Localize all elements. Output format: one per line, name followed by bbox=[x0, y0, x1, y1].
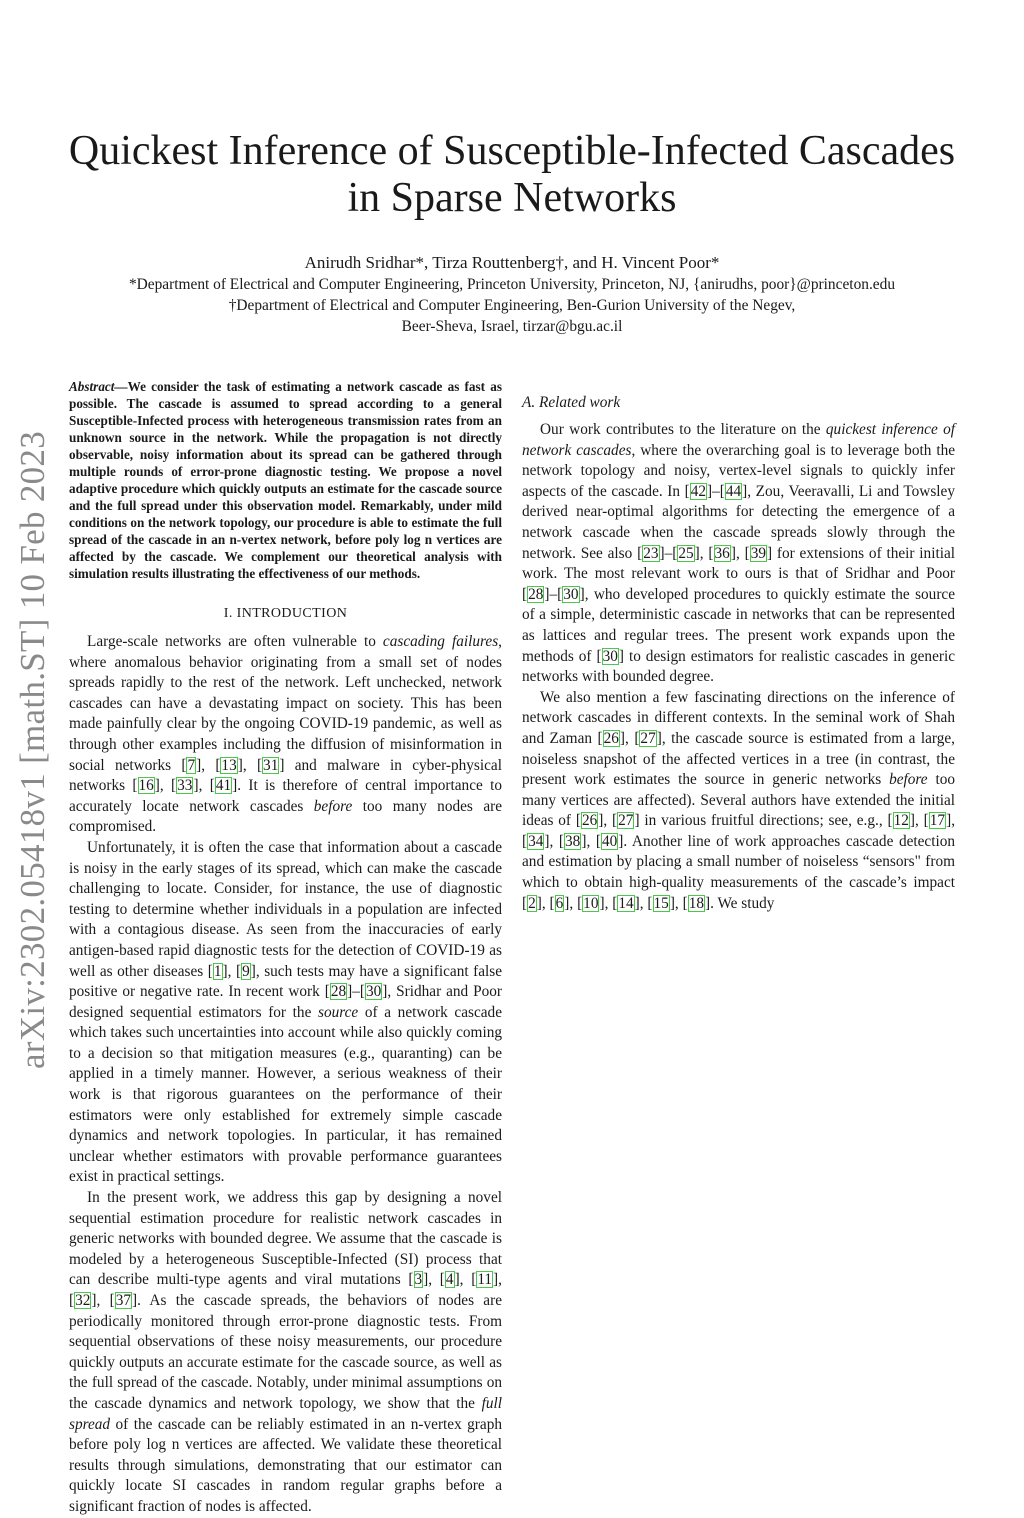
citation bbox=[708, 545, 736, 562]
bracket-text: ] bbox=[423, 1271, 429, 1289]
bracket-text: [ bbox=[359, 983, 365, 1001]
citation bbox=[215, 757, 243, 774]
paragraph-text: . As the cascade spreads, the behaviors of nodes are periodically monitored through error-prone diagnostic tests. From sequential observations of these noisy measurements, our procedure quickly outputs an accurate estimate for the cascade source, as well as the full spread of the cascade. Notably, under minimal assumptions on the cascade dynamics and network topology, we show that the bbox=[69, 1292, 502, 1412]
citation-separator: , bbox=[541, 894, 550, 912]
citation-link[interactable]: 39 bbox=[750, 544, 766, 562]
paragraph-text: , such tests may have a significant false positive or negative rate. In recent work bbox=[69, 962, 503, 1001]
arxiv-identifier-stamp bbox=[8, 420, 58, 1080]
citation-separator: , bbox=[603, 812, 613, 830]
citation bbox=[559, 833, 587, 850]
citation-link[interactable]: 1 bbox=[213, 962, 222, 980]
citation-link[interactable]: 28 bbox=[528, 585, 544, 603]
citation-separator: – bbox=[712, 482, 720, 500]
affiliation-bgu-address: Beer-Sheva, Israel, tirzar@bgu.ac.il bbox=[401, 318, 623, 335]
citation-link[interactable]: 26 bbox=[603, 729, 619, 747]
bracket-text: ] bbox=[132, 1292, 138, 1309]
emphasis-text: full spread bbox=[69, 1394, 502, 1433]
bracket-text: [ bbox=[558, 832, 565, 850]
citation-link[interactable]: 4 bbox=[445, 1271, 454, 1289]
citation-link[interactable]: 14 bbox=[618, 894, 634, 912]
bracket-text: [ bbox=[744, 544, 750, 562]
right-column bbox=[522, 378, 955, 914]
bracket-text: [ bbox=[209, 777, 215, 795]
citation bbox=[360, 983, 388, 1000]
bracket-text: [ bbox=[923, 812, 929, 830]
emphasis-text: source bbox=[318, 1003, 359, 1021]
citation bbox=[522, 895, 542, 912]
bracket-text: [ bbox=[549, 894, 555, 912]
citation bbox=[577, 895, 605, 912]
bracket-text: ] bbox=[618, 832, 624, 850]
citation-link[interactable]: 30 bbox=[563, 585, 579, 603]
citation-link[interactable]: 28 bbox=[330, 983, 347, 1001]
bracket-text: [ bbox=[439, 1271, 445, 1289]
bracket-text: ] bbox=[250, 962, 256, 980]
bracket-text: ] bbox=[232, 777, 238, 795]
citation-separator: , bbox=[201, 756, 216, 774]
paragraph-text: . Another line of work approaches cascade detection and estimation by placing a small number of noiseless “sensors" from which to obtain high-quality measurements of the cascade’s impact bbox=[522, 832, 956, 892]
author-list: Anirudh Sridhar*, Tirza Routtenberg†, and H. Vincent Poor* bbox=[304, 253, 720, 272]
citation bbox=[171, 777, 199, 794]
paragraph-text: too many vertices are affected). Several authors have extended the initial ideas of bbox=[522, 771, 955, 830]
paragraph-text: , Sridhar and Poor designed sequential estimators for the bbox=[69, 983, 502, 1021]
bracket-text: ] bbox=[196, 756, 202, 774]
bracket-text: ] bbox=[599, 894, 605, 912]
paragraph-text: in various fruitful directions; see, e.g., bbox=[639, 812, 888, 830]
affiliation-bgu: †Department of Electrical and Computer Engineering, Ben-Gurion University of the Negev, bbox=[228, 297, 796, 314]
bracket-text: [ bbox=[132, 777, 138, 795]
bracket-text: ] bbox=[581, 832, 587, 850]
abstract bbox=[69, 378, 502, 582]
bracket-text: ] bbox=[454, 1271, 460, 1289]
citation bbox=[672, 545, 700, 562]
bracket-text: [ bbox=[719, 482, 725, 500]
citation-link[interactable]: 31 bbox=[263, 756, 279, 774]
paragraph-text: We also mention a few fascinating directions on the inference of network cascades in different contexts. In the seminal work of Shah and Zaman bbox=[522, 688, 955, 747]
citation-link[interactable]: 36 bbox=[714, 544, 730, 562]
citation bbox=[685, 483, 713, 500]
paragraph-text: Our work contributes to the literature on the bbox=[540, 421, 826, 438]
title-line: in Sparse Networks bbox=[347, 175, 677, 221]
citation-link[interactable]: 42 bbox=[690, 482, 706, 500]
citation-separator: , bbox=[735, 544, 745, 562]
citation-link[interactable]: 2 bbox=[528, 894, 536, 912]
bracket-text: [ bbox=[471, 1271, 477, 1289]
citation-separator: , bbox=[549, 832, 559, 850]
bracket-text: [ bbox=[109, 1292, 115, 1309]
bracket-text: [ bbox=[634, 729, 640, 747]
citation bbox=[647, 895, 675, 912]
bracket-text: [ bbox=[522, 832, 528, 850]
citation bbox=[683, 895, 711, 912]
citation-separator: , bbox=[915, 812, 924, 830]
citation bbox=[325, 983, 353, 1000]
paragraph-text: Unfortunately, it is often the case that information about a cascade is noisy in the early stages of its spread, which can make the cascade challenging to locate. Consider, for instance, the use of diagnostic testing to determine whether individuals in a population are infected with a contagious disease. As seen from the inaccuracies of early antigen-based rapid diagnostic tests for the detection of COVID-19 as well as other diseases bbox=[69, 838, 502, 980]
paragraph-text: . It is therefore of central importance to accurately locate network cascades bbox=[69, 777, 502, 815]
bracket-text: [ bbox=[522, 894, 528, 912]
bracket-text: [ bbox=[408, 1271, 414, 1289]
bracket-text: [ bbox=[69, 1292, 75, 1309]
citation bbox=[522, 586, 550, 603]
citation-separator: , bbox=[227, 962, 236, 980]
citation-link[interactable]: 33 bbox=[177, 777, 193, 795]
citation bbox=[522, 833, 550, 850]
citation-link[interactable]: 30 bbox=[602, 647, 618, 665]
bracket-text: ] bbox=[619, 729, 626, 747]
citation-link[interactable]: 10 bbox=[583, 894, 599, 912]
bracket-text: ] bbox=[618, 647, 624, 665]
citation-link[interactable]: 27 bbox=[640, 729, 656, 747]
bracket-text: [ bbox=[235, 962, 242, 980]
citation bbox=[236, 963, 256, 980]
emphasis-text: cascading failures bbox=[382, 633, 499, 650]
bracket-text: ] bbox=[766, 544, 773, 562]
citation-separator: , bbox=[428, 1271, 440, 1289]
citation-link[interactable]: 32 bbox=[75, 1292, 91, 1309]
paragraph-text: , Zou, Veeravalli, Li and Towsley derived near-optimal algorithms for detecting the emergence of a network cascade when the cascade spreads slowly through the network. See also bbox=[522, 482, 955, 562]
bracket-text: [ bbox=[708, 544, 714, 562]
bracket-text: [ bbox=[595, 832, 601, 850]
citation bbox=[557, 586, 585, 603]
paragraph-text: to design estimators for realistic cascades in generic networks with bounded degree. bbox=[522, 647, 955, 686]
abstract-lead: Abstract— bbox=[69, 379, 128, 394]
citation-separator: , bbox=[498, 1271, 502, 1289]
bracket-text: ] bbox=[694, 544, 700, 562]
abstract-text: We consider the task of estimating a network cascade as fast as possible. The cascade is assumed to spread according to a general Susceptible-Infected process with heterogeneous transmission rates from an unknown source in the network. While the propagation is not directly observable, noisy information about its spread can be gathered through multiple rounds of error-prone diagnostic testing. We propose a novel adaptive procedure which quickly outputs an estimate for the cascade source and the full spread under this observation model. Remarkably, under mild conditions on the network topology, our procedure is able to estimate the full spread of the cascade in an n-vertex network, before poly log n vertices are affected by the cascade. We complement our theoretical analysis with simulation results illustrating the effectiveness of our methods. bbox=[69, 379, 502, 581]
citation bbox=[887, 812, 915, 829]
emphasis-text: before bbox=[889, 771, 928, 789]
citation-link[interactable]: 12 bbox=[893, 812, 909, 830]
bracket-text: [ bbox=[612, 812, 618, 830]
related-work-paragraph-2 bbox=[522, 688, 955, 915]
paragraph-text: of the cascade can be reliably estimated in an n-vertex graph before poly log n vertices are affected. We validate these theoretical results through simulations, demonstrating that our estimator can quickly locate SI cascades in random regular graphs before a significant fraction of nodes is affected. bbox=[69, 1415, 502, 1515]
bracket-text: ] bbox=[279, 756, 285, 774]
bracket-text: [ bbox=[324, 983, 330, 1001]
bracket-text: ] bbox=[154, 777, 160, 795]
citation-link[interactable]: 38 bbox=[565, 832, 581, 850]
bracket-text: [ bbox=[647, 894, 653, 912]
bracket-text: ] bbox=[598, 812, 604, 830]
paragraph-text: , where anomalous behavior originating from a small set of nodes spreads rapidly to the rest of the network. Left unchecked, network cascades can have a devastating impact on society. This has been made painfully clear by the ongoing COVID-19 pandemic, as well as through other examples including the diffusion of misinformation in social networks bbox=[69, 633, 502, 774]
citation-separator: , bbox=[242, 756, 257, 774]
paragraph-text: , the cascade source is estimated from a large, noiseless snapshot of the affected vertices in a tree (in contrast, the present work estimates the source in generic networks bbox=[522, 729, 955, 789]
bracket-text: ] bbox=[579, 585, 585, 603]
citation-separator: , bbox=[586, 832, 596, 850]
bracket-text: ] bbox=[946, 812, 952, 830]
citation-separator: , bbox=[951, 812, 956, 830]
paragraph-text: Large-scale networks are often vulnerable to bbox=[87, 633, 383, 650]
citation bbox=[612, 812, 640, 829]
bracket-text: [ bbox=[557, 585, 563, 603]
intro-paragraph-1 bbox=[69, 632, 502, 838]
bracket-text: ] bbox=[707, 482, 713, 500]
emphasis-text: before bbox=[313, 797, 353, 815]
citation-link[interactable]: 23 bbox=[643, 544, 659, 562]
citation-separator: – bbox=[352, 983, 360, 1001]
citation bbox=[924, 812, 952, 829]
citation-link[interactable]: 40 bbox=[601, 832, 618, 850]
bracket-text: ] bbox=[659, 544, 665, 562]
intro-paragraph-3 bbox=[69, 1188, 502, 1518]
citation bbox=[471, 1271, 498, 1288]
citation-link[interactable]: 26 bbox=[581, 812, 598, 830]
paper-title bbox=[60, 128, 964, 222]
intro-paragraph-2 bbox=[69, 838, 502, 1188]
citation bbox=[69, 1292, 97, 1309]
bracket-text: [ bbox=[612, 894, 618, 912]
bracket-text: ] bbox=[544, 585, 550, 603]
citation bbox=[408, 1271, 428, 1288]
citation-separator: , bbox=[159, 777, 172, 795]
emphasis-text: quickest inference of network cascades bbox=[522, 421, 955, 459]
bracket-text: [ bbox=[597, 729, 603, 747]
bracket-text: [ bbox=[684, 482, 690, 500]
citation-link[interactable]: 16 bbox=[138, 777, 154, 795]
citation-separator: – bbox=[664, 544, 673, 562]
bracket-text: ] bbox=[704, 894, 711, 912]
citation-link[interactable]: 17 bbox=[929, 812, 946, 830]
citation-separator: , bbox=[459, 1271, 472, 1289]
paragraph-text: . We study bbox=[710, 894, 775, 912]
citation-link[interactable]: 30 bbox=[365, 983, 382, 1001]
citation-link[interactable]: 15 bbox=[653, 894, 669, 912]
paragraph-text: too many nodes are compromised. bbox=[69, 797, 502, 836]
paragraph-text: , who developed procedures to quickly estimate the source of a simple, deterministic cascade in networks that can be represented as lattices and regular trees. The present work expands upon the methods of bbox=[522, 585, 955, 665]
citation bbox=[132, 777, 160, 794]
bracket-text: ] bbox=[634, 894, 640, 912]
bracket-text: ] bbox=[536, 894, 542, 912]
section-heading-introduction: I. INTRODUCTION bbox=[223, 606, 348, 621]
citation-link[interactable]: 37 bbox=[115, 1292, 132, 1309]
paragraph-text: , where the overarching goal is to leverage both the network topology and noisy, vertex-level signals to quickly infer aspects of the cascade. In bbox=[522, 441, 956, 500]
bracket-text: [ bbox=[207, 962, 213, 980]
citation bbox=[550, 895, 570, 912]
citation bbox=[257, 757, 285, 774]
paragraph-text: In the present work, we address this gap by designing a novel sequential estimation procedure for realistic network cascades in generic networks with bounded degree. We assume that the cascade is modeled by a heterogeneous Susceptible-Infected (SI) process that can describe multi-type agents and viral mutations bbox=[69, 1189, 502, 1289]
bracket-text: ] bbox=[382, 983, 388, 1001]
citation-separator: , bbox=[625, 729, 635, 747]
citation bbox=[745, 545, 773, 562]
left-column bbox=[69, 378, 502, 1518]
bracket-text: [ bbox=[171, 777, 177, 795]
paragraph-text: and malware in cyber-physical networks bbox=[69, 756, 502, 795]
bracket-text: [ bbox=[672, 544, 678, 562]
citation-separator: – bbox=[549, 585, 558, 603]
citation-link[interactable]: 9 bbox=[242, 962, 250, 980]
citation-link[interactable]: 34 bbox=[528, 832, 544, 850]
citation-link[interactable]: 7 bbox=[187, 756, 196, 774]
citation bbox=[110, 1292, 138, 1309]
citation bbox=[720, 483, 748, 500]
bracket-text: ] bbox=[91, 1292, 97, 1309]
citation-link[interactable]: 41 bbox=[215, 777, 232, 795]
citation-link[interactable]: 13 bbox=[221, 756, 237, 774]
bracket-text: [ bbox=[577, 894, 583, 912]
bracket-text: [ bbox=[682, 894, 688, 912]
bracket-text: ] bbox=[347, 983, 353, 1001]
citation bbox=[596, 648, 624, 665]
citation-separator: , bbox=[699, 544, 709, 562]
bracket-text: ] bbox=[730, 544, 736, 562]
citation-link[interactable]: 18 bbox=[688, 894, 704, 912]
bracket-text: [ bbox=[522, 585, 528, 603]
bracket-text: [ bbox=[596, 647, 602, 665]
bracket-text: [ bbox=[181, 756, 187, 774]
bracket-text: [ bbox=[215, 756, 221, 774]
citation bbox=[440, 1271, 460, 1288]
citation bbox=[598, 730, 626, 747]
citation-link[interactable]: 25 bbox=[678, 544, 694, 562]
citation-link[interactable]: 44 bbox=[725, 482, 742, 500]
citation bbox=[612, 895, 640, 912]
bracket-text: ] bbox=[564, 894, 570, 912]
bracket-text: ] bbox=[193, 777, 199, 795]
citation bbox=[596, 833, 624, 850]
citation bbox=[210, 777, 238, 794]
title-line: Quickest Inference of Susceptible-Infected Cascades bbox=[68, 128, 956, 174]
citation-separator: , bbox=[198, 777, 210, 795]
bracket-text: [ bbox=[256, 756, 263, 774]
bracket-text: ] bbox=[544, 832, 550, 850]
arxiv-identifier-text: arXiv:2302.05418v1 [math.ST] 10 Feb 2023 bbox=[13, 430, 52, 1070]
citation-separator: , bbox=[569, 894, 578, 912]
bracket-text: ] bbox=[669, 894, 675, 912]
citation bbox=[637, 545, 665, 562]
citation-link[interactable]: 6 bbox=[555, 894, 564, 912]
bracket-text: [ bbox=[575, 812, 581, 830]
bracket-text: ] bbox=[742, 482, 748, 500]
citation-separator: , bbox=[96, 1292, 110, 1309]
bracket-text: ] bbox=[493, 1271, 499, 1289]
bracket-text: ] bbox=[909, 812, 915, 830]
bracket-text: [ bbox=[887, 812, 893, 830]
citation bbox=[208, 963, 228, 980]
citation bbox=[634, 730, 662, 747]
citation-separator: , bbox=[674, 894, 683, 912]
bracket-text: ] bbox=[634, 812, 640, 830]
subsection-heading-related-work: A. Related work bbox=[522, 394, 621, 411]
bracket-text: ] bbox=[656, 729, 662, 747]
bracket-text: ] bbox=[237, 756, 243, 774]
bracket-text: [ bbox=[637, 544, 643, 562]
paragraph-text: of a network cascade which takes such uncertainties into account while also quickly coming to a decision so that mitigation measures (e.g., quaranting) can be applied in a timely manner. However, a serious weakness of their work is that rigorous guarantees on the performance of their estimators were only established for extremely simple cascade dynamics and network topologies. In particular, it has remained unclear whether estimators with provable performance guarantees exist in practical settings. bbox=[69, 1003, 502, 1186]
citation-link[interactable]: 3 bbox=[414, 1271, 423, 1289]
citation bbox=[181, 757, 201, 774]
citation-separator: , bbox=[604, 894, 613, 912]
citation-link[interactable]: 27 bbox=[618, 812, 634, 830]
citation-link[interactable]: 11 bbox=[477, 1271, 493, 1289]
citation-separator: , bbox=[639, 894, 648, 912]
related-work-paragraph-1 bbox=[522, 420, 955, 688]
affiliation-princeton: *Department of Electrical and Computer Engineering, Princeton University, Princeton, NJ, {anirudhs, poor}@princeton.edu bbox=[128, 276, 896, 293]
bracket-text: ] bbox=[222, 962, 228, 980]
paragraph-text: for extensions of their initial work. The most relevant work to ours is that of Sridhar and Poor bbox=[522, 544, 955, 583]
citation bbox=[576, 812, 604, 829]
